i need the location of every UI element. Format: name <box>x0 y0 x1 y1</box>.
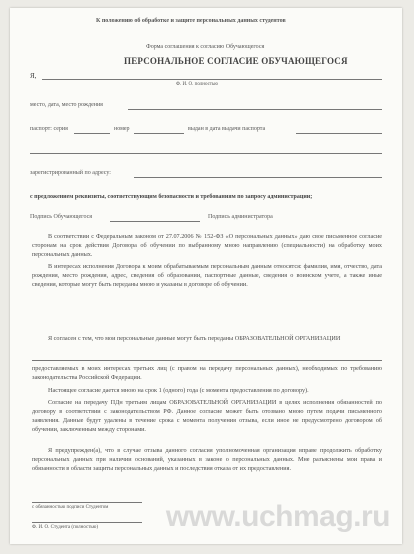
passport-issued-label: выдан в дата выдачи паспорта <box>188 126 266 132</box>
passport-issued-line[interactable] <box>296 133 382 134</box>
fio-field-line[interactable] <box>42 79 382 80</box>
passport-series-line[interactable] <box>74 133 110 134</box>
paragraph-3: Я согласен с тем, что мои персональные данные могут быть переданы ОБРАЗОВАТЕЛЬНОЙ ОРГАНИЗАЦИИ <box>48 335 341 342</box>
header-top-right: К положению об обработке и защите персональных данных студентов <box>96 18 286 24</box>
paragraph-6: Согласие на передачу ПДн третьим лицам ОБРАЗОВАТЕЛЬНОЙ ОРГАНИЗАЦИИ в целях исполнения обязанностей по договору в соответствии с законодательством РФ. Данное согласие может быть отозвано мною путем подачи письменного заявления. Данные будут удалены в течение срока с момента получения отзыва, если иное не предусмотрено договором об обучении, заключенным между сторонами. <box>32 399 382 433</box>
sign-left-line[interactable] <box>110 221 200 222</box>
footer-sign-caption: с обязанностью подписи Студентом <box>32 505 109 510</box>
paragraph-5: Настоящее согласие дается мною на срок 1 (одного) года (с момента предоставления по договору). <box>48 387 309 394</box>
paragraph-7: Я предупрежден(а), что в случае отзыва данного согласия уполномоченная организация вправе продолжить обработку персональных данных при наличии оснований, указанных в законе о персональных данных. Мне разъяснены мои права и обязанности в области защиты персональных данных и последствия отказа от их предоставления. <box>32 447 382 472</box>
footer-fio-caption: Ф. И. О. Студента (полностью) <box>32 525 99 530</box>
passport-series-label: паспорт: серия <box>30 126 68 132</box>
paragraph-4: предоставляемых в моих интересах третьих лиц (с правом на передачу персональных данных), необходимых по требованию законодательства Российской Федерации. <box>32 365 382 381</box>
passport-number-label: номер <box>114 126 130 132</box>
consent-heading: с предложением реквизиты, соответствующим безопасности и требованиям по запросу администрации; <box>30 194 313 200</box>
paragraph-1: В соответствии с Федеральным законом от 27.07.2006 № 152-ФЗ «О персональных данных» даю свое письменное согласие сторонам на срок действия Договора об обучении по выбранному мною направлению (специальности) на обработку моих персональных данных. <box>32 233 382 258</box>
paragraph-3-line[interactable] <box>32 360 382 361</box>
footer-fio-line[interactable] <box>32 522 142 523</box>
document-title: ПЕРСОНАЛЬНОЕ СОГЛАСИЕ ОБУЧАЮЩЕГОСЯ <box>124 56 348 66</box>
blank-field-line[interactable] <box>30 153 382 154</box>
birth-label: место, дата, место рождения <box>30 102 103 108</box>
address-field-line[interactable] <box>134 177 382 178</box>
sign-right-label: Подпись администратора <box>208 214 273 220</box>
sign-left-label: Подпись Обучающегося <box>30 214 93 220</box>
watermark-logo: www.uchmag.ru <box>165 500 390 533</box>
fio-caption: Ф. И. О. полностью <box>176 82 218 87</box>
paragraph-2: В интересах исполнения Договора к моим обрабатываемым персональным данным относятся: фамилия, имя, отчество, дата рождения, место рождения, адрес, сведения об образовании, паспортные данные, сведения о воинском учете, а также иные сведения, которые могут быть переданы мною и указаны в договоре об обучении. <box>32 263 382 288</box>
address-label: зарегистрированный по адресу: <box>30 170 111 176</box>
institution-line: Форма соглашения к согласию Обучающегося <box>146 44 265 50</box>
document-page <box>10 8 402 544</box>
passport-number-line[interactable] <box>134 133 184 134</box>
birth-field-line[interactable] <box>128 109 382 110</box>
footer-sign-line[interactable] <box>32 502 142 503</box>
fio-prefix: Я, <box>30 72 37 80</box>
